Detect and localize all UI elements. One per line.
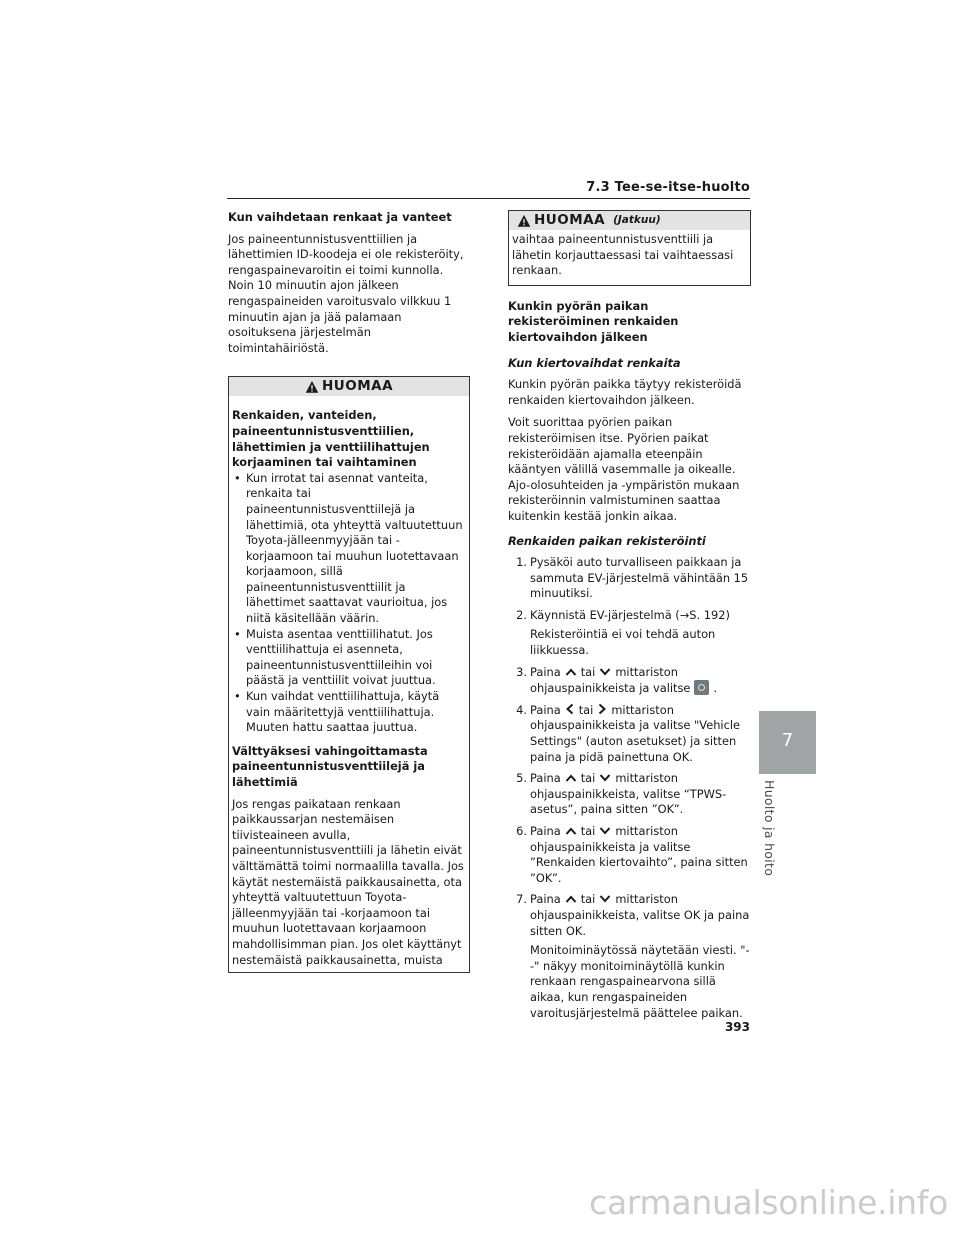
paragraph-registration-self: Voit suorittaa pyörien paikan rekisteröimisen itse. Pyörien paikat rekisteröidään ajamalla eteenpäin kääntyen välillä vasemmalle ja oikealle. Ajo-olosuhteiden ja -ympäristön mukaan rekisteröinnin valmistuminen saattaa kuitenkin kestää jonkin aikaa. bbox=[508, 415, 740, 523]
notice-header bbox=[229, 377, 469, 396]
chevron-down-icon bbox=[599, 667, 611, 677]
notice-title: HUOMAA bbox=[321, 378, 394, 395]
chevron-down-icon bbox=[599, 894, 611, 904]
notice-continued-box bbox=[508, 210, 751, 286]
chevron-down-icon bbox=[599, 773, 611, 783]
chapter-number: 7 bbox=[781, 730, 794, 751]
page-number: 393 bbox=[724, 1020, 750, 1034]
chevron-up-icon bbox=[565, 826, 577, 836]
notice-continued-text: vaihtaa paineentunnistusventtiili ja lähetin korjauttaessasi tai vaihtaessasi renkaan. bbox=[512, 232, 734, 278]
list-item: 5. Paina tai mittariston ohjauspainikkeista, valitse “TPWS-asetus”, paina sitten ”OK”. bbox=[516, 771, 727, 817]
paragraph-id-codes: Jos paineentunnistusventtiilien ja lähettimien ID-koodeja ei ole rekisteröity, rengaspainevaroitin ei toimi kunnolla. Noin 10 minuutin ajon jälkeen rengaspaineiden varoitusvalo vilkkuu 1 minuutin ajan ja jää palamaan osoituksena järjestelmän toimintahäiriöstä. bbox=[228, 231, 464, 355]
header-rule bbox=[227, 198, 750, 199]
notice-box bbox=[228, 376, 470, 973]
chevron-up-icon bbox=[565, 667, 577, 677]
notice-paragraph-sealant: Jos rengas paikataan renkaan paikkaussarjan nestemäisen tiivisteaineen avulla, paineentunnistusventtiili ja lähetin eivät välttämättä toimi normaalilla tavalla. Jos käytät nestemäistä paikkausainetta, ota yhteyttä valtuutettuun Toyota-jälleenmyyjään tai -korjaamoon tai muuhun luotettavaan korjaamoon mahdollisimman pian. Jos olet käyttänyt nestemäistä paikkausainetta, muista bbox=[232, 796, 464, 967]
notice-continued-body bbox=[509, 230, 750, 285]
list-item: • Kun irrotat tai asennat vanteita, renkaita tai paineentunnistusventtiilejä ja lähettimiä, ota yhteyttä valtuutettuun Toyota-jälleenmyyjään tai -korjaamoon tai muuhun luotettavaan korjaamoon, sillä paineentunnistusventtiilit ja lähettimet saattavat vaurioitua, jos niitä käsitellään väärin. bbox=[232, 471, 466, 627]
registration-steps bbox=[508, 555, 751, 1021]
watermark: carmanualsonline.info bbox=[589, 1183, 948, 1222]
chevron-up-icon bbox=[565, 773, 577, 783]
settings-gear-icon bbox=[694, 680, 709, 695]
section-title: 7.3 Tee-se-itse-huolto bbox=[586, 180, 750, 195]
chevron-up-icon bbox=[565, 894, 577, 904]
chevron-left-icon bbox=[565, 703, 575, 715]
chevron-right-icon bbox=[597, 703, 607, 715]
notice-bullet-list bbox=[232, 471, 466, 736]
right-column bbox=[508, 210, 751, 1027]
subheading-rotation: Kun kiertovaihdat renkaita bbox=[508, 355, 681, 370]
notice-continued-header bbox=[509, 211, 750, 230]
warning-icon bbox=[305, 380, 319, 394]
continued-label: (Jatkuu) bbox=[613, 213, 661, 226]
list-item: • Muista asentaa venttiilihatut. Jos venttiilihattuja ei asenneta, paineentunnistusventtiileihin voi päästä ja venttiilit voivat juuttua. bbox=[232, 627, 466, 689]
chevron-down-icon bbox=[599, 826, 611, 836]
list-item: 3. Paina tai mittariston ohjauspainikkeista ja valitse . bbox=[516, 664, 718, 696]
paragraph-registration-needed: Kunkin pyörän paikka täytyy rekisteröidä renkaiden kiertovaihdon jälkeen. bbox=[508, 377, 742, 407]
heading-wheel-change: Kun vaihdetaan renkaat ja vanteet bbox=[228, 210, 452, 224]
list-item: • Kun vaihdat venttiilihattuja, käytä vain määritettyjä venttiilihattuja. Muuten hattu saattaa juuttua. bbox=[232, 689, 466, 736]
notice-continued-title: HUOMAA bbox=[534, 211, 606, 228]
chapter-label: Huolto ja hoito bbox=[762, 780, 777, 877]
notice-body bbox=[229, 396, 469, 972]
list-item: 6. Paina tai mittariston ohjauspainikkeista ja valitse ”Renkaiden kiertovaihto”, paina sitten ”OK”. bbox=[516, 824, 748, 885]
list-item: 7. Paina tai mittariston ohjauspainikkeista, valitse OK ja paina sitten OK. Monitoiminäytössä näytetään viesti. "- -" näkyy monitoiminäytöllä kunkin renkaan rengaspainearvona sillä aikaa, kun rengaspaineiden varoitusjärjestelmä päättelee paikan. bbox=[516, 892, 750, 1020]
left-column bbox=[228, 210, 470, 973]
notice-subheading-1: Renkaiden, vanteiden, paineentunnistusventtiilien, lähettimien ja venttiilihattujen korjaaminen tai vaihtaminen bbox=[232, 408, 430, 470]
heading-position-registration: Kunkin pyörän paikan rekisteröiminen renkaiden kiertovaihdon jälkeen bbox=[508, 298, 679, 344]
warning-icon bbox=[517, 214, 531, 228]
notice-subheading-2: Välttyäksesi vahingoittamasta paineentunnistusventtiilejä ja lähettimiä bbox=[232, 743, 428, 789]
list-item: 1. Pysäköi auto turvalliseen paikkaan ja sammuta EV-järjestelmä vähintään 15 minuutiksi. bbox=[516, 555, 749, 601]
subheading-registration-steps: Renkaiden paikan rekisteröinti bbox=[508, 533, 706, 548]
list-item: 4. Paina tai mittariston ohjauspainikkeista ja valitse "Vehicle Settings" (auton asetukset) ja sitten paina ja pidä painettuna OK. bbox=[516, 702, 741, 764]
list-item: 2. Käynnistä EV-järjestelmä (→S. 192) Rekisteröintiä ei voi tehdä auton liikkuessa. bbox=[516, 607, 730, 658]
